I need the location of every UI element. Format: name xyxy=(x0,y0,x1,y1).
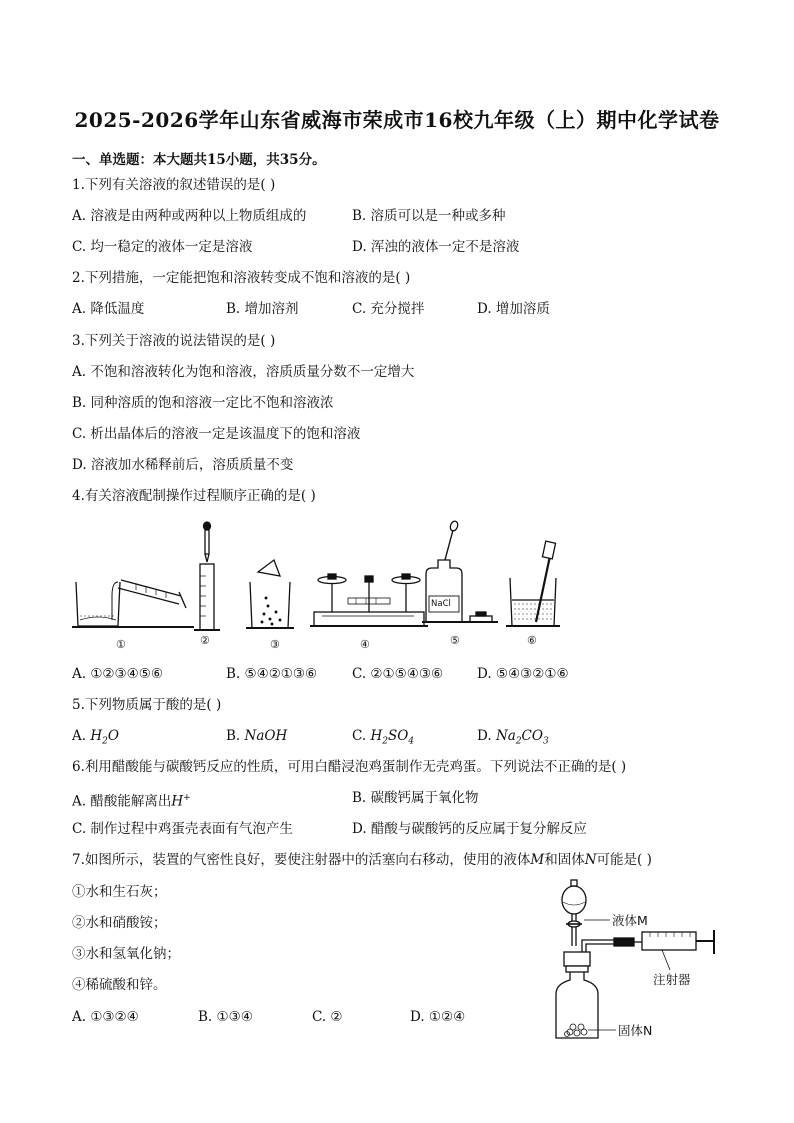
q3-stem: 3.下列关于溶液的说法错误的是( ) xyxy=(72,333,276,349)
q5-option-c: C. $H_2SO_4$ xyxy=(352,728,415,747)
q5-stem: 5.下列物质属于酸的是( ) xyxy=(72,697,222,713)
q2-option-a: A. 降低温度 xyxy=(72,301,145,317)
q6-option-d: D. 醋酸与碳酸钙的反应属于复分解反应 xyxy=(352,821,587,837)
q2-option-d: D. 增加溶质 xyxy=(477,301,550,317)
figure-label-5: ⑤ xyxy=(450,634,460,647)
q6-stem: 6.利用醋酸能与碳酸钙反应的性质，可用白醋浸泡鸡蛋制作无壳鸡蛋。下列说法不正确的是( ) xyxy=(72,759,627,775)
q5-option-a: A. $H_2O$ xyxy=(72,728,119,747)
q1-option-c: C. 均一稳定的液体一定是溶液 xyxy=(72,239,253,255)
figure-4-balance-scale xyxy=(310,574,428,626)
figure-3-adding-solid-to-beaker xyxy=(246,560,294,628)
q7-option-c: C. ② xyxy=(312,1009,343,1025)
q7-item-3: ③水和氢氧化钠； xyxy=(72,946,180,962)
q7-option-d: D. ①②④ xyxy=(410,1009,466,1025)
label-solid-n: 固体N xyxy=(618,1023,653,1038)
q3-option-c: C. 析出晶体后的溶液一定是该温度下的饱和溶液 xyxy=(72,426,361,442)
q6-option-c: C. 制作过程中鸡蛋壳表面有气泡产生 xyxy=(72,821,293,837)
solid-n-pieces xyxy=(565,1024,588,1037)
q7-item-1: ①水和生石灰； xyxy=(72,884,167,900)
q6-option-a: A. 醋酸能解离出H+ xyxy=(72,793,191,810)
section-heading: 一、单选题：本大题共15小题，共35分。 xyxy=(72,152,326,168)
figure-6-stirring-with-glass-rod xyxy=(506,541,560,626)
q1-option-a: A. 溶液是由两种或两种以上物质组成的 xyxy=(72,208,307,224)
q4-option-d: D. ⑤④③②①⑥ xyxy=(477,666,569,682)
q7-item-4: ④稀硫酸和锌。 xyxy=(72,977,167,993)
q2-option-c: C. 充分搅拌 xyxy=(352,301,425,317)
figure-label-6: ⑥ xyxy=(527,634,537,647)
figure-1-pouring-into-beaker xyxy=(72,580,194,627)
q7-option-a: A. ①③②④ xyxy=(72,1009,139,1025)
q1-stem: 1.下列有关溶液的叙述错误的是( ) xyxy=(72,177,276,193)
figure-label-3: ③ xyxy=(270,638,280,651)
q7-stem: 7.如图所示，装置的气密性良好，要使注射器中的活塞向右移动，使用的液体M和固体N可能是( ) xyxy=(72,852,652,868)
q7-item-2: ②水和硝酸铵； xyxy=(72,915,167,931)
q3-option-a: A. 不饱和溶液转化为饱和溶液，溶质质量分数不一定增大 xyxy=(72,364,415,380)
q1-option-d: D. 浑浊的液体一定不是溶液 xyxy=(352,239,520,255)
figure-label-4: ④ xyxy=(360,638,370,651)
q4-option-b: B. ⑤④②①③⑥ xyxy=(226,666,318,682)
q4-stem: 4.有关溶液配制操作过程顺序正确的是( ) xyxy=(72,488,316,504)
q3-option-d: D. 溶液加水稀释前后，溶质质量不变 xyxy=(72,457,294,473)
q5-option-b: B. NaOH xyxy=(226,728,288,744)
rubber-tube xyxy=(614,938,634,946)
rubber-stopper xyxy=(564,952,590,966)
wide-mouth-bottle xyxy=(556,972,598,1038)
q3-option-b: B. 同种溶质的饱和溶液一定比不饱和溶液浓 xyxy=(72,395,334,411)
separatory-funnel xyxy=(562,880,586,946)
q7-option-b: B. ①③④ xyxy=(198,1009,253,1025)
label-syringe: 注射器 xyxy=(653,972,691,987)
q5-option-d: D. $Na_2CO_3$ xyxy=(477,728,549,747)
figure-label-1: ① xyxy=(116,638,126,651)
q2-stem: 2.下列措施，一定能把饱和溶液转变成不饱和溶液的是( ) xyxy=(72,270,411,286)
q1-option-b: B. 溶质可以是一种或多种 xyxy=(352,208,506,224)
q4-option-a: A. ①②③④⑤⑥ xyxy=(72,666,163,682)
label-liquid-m: 液体M xyxy=(612,913,648,928)
syringe xyxy=(634,930,714,954)
q4-option-c: C. ②①⑤④③⑥ xyxy=(352,666,444,682)
nacl-bottle-label: NaCl xyxy=(431,599,451,609)
q2-option-b: B. 增加溶剂 xyxy=(226,301,299,317)
page-title: 2025-2026学年山东省威海市荣成市16校九年级（上）期中化学试卷 xyxy=(74,108,720,132)
q4-lab-figure xyxy=(66,516,626,656)
figure-2-cylinder-with-dropper xyxy=(194,522,220,630)
q6-option-b: B. 碳酸钙属于氧化物 xyxy=(352,790,479,806)
figure-label-2: ② xyxy=(200,634,210,647)
